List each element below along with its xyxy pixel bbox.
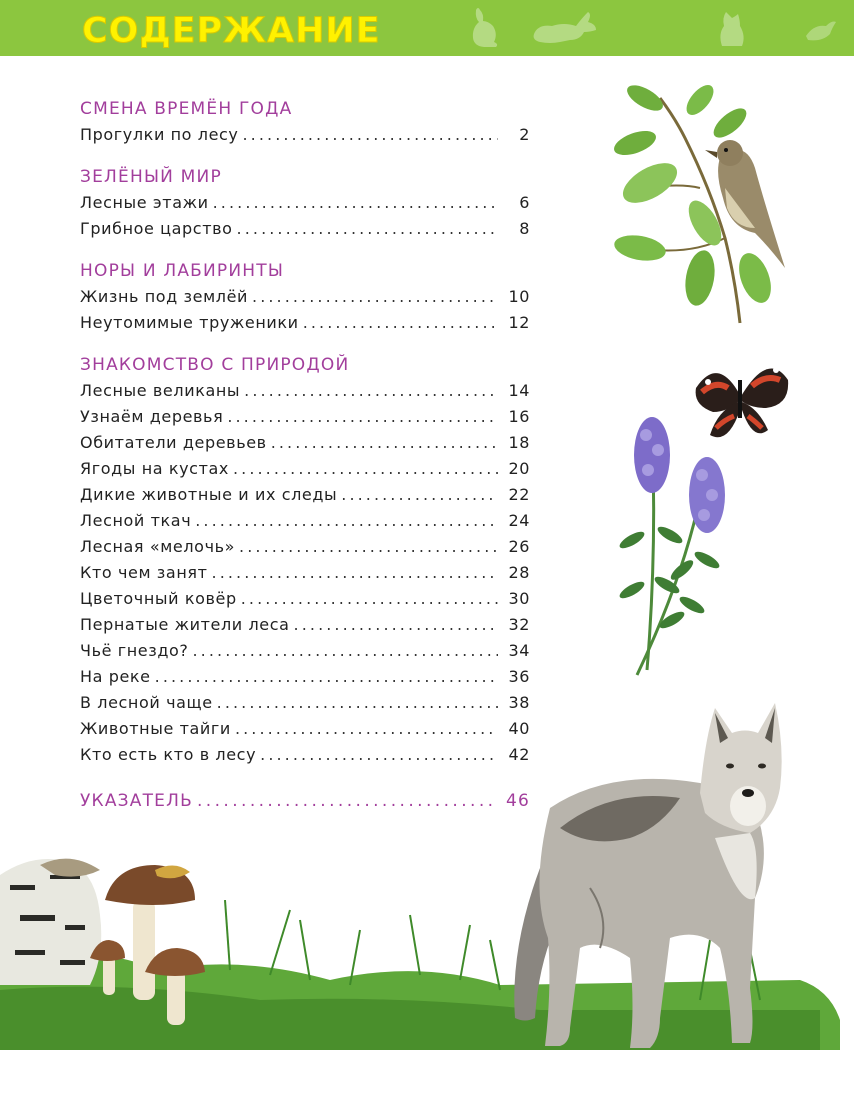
page-title: СОДЕРЖАНИЕ [82,11,381,51]
entry-title: На реке [80,667,151,686]
hare-silhouette-icon [466,6,506,50]
mushrooms-illustration [85,860,235,1030]
entry-page: 28 [508,563,530,582]
toc-entry[interactable] [80,216,530,242]
section-title: ЗНАКОМСТВО С ПРИРОДОЙ [80,355,350,375]
toc-entry[interactable] [80,456,530,482]
toc-entry[interactable] [80,430,530,456]
toc-entry[interactable] [80,284,530,310]
toc-entry[interactable] [80,404,530,430]
entry-page: 24 [508,511,530,530]
entry-page: 40 [508,719,530,738]
toc-entry[interactable] [80,690,530,716]
entry-title: Жизнь под землёй [80,287,249,306]
entry-page: 22 [508,485,530,504]
toc-entry[interactable] [80,378,530,404]
entry-page: 20 [508,459,530,478]
bird-silhouette-icon [800,6,840,50]
entry-title: Неутомимые труженики [80,313,299,332]
entry-page: 12 [508,313,530,332]
entry-title: Кто чем занят [80,563,208,582]
section-title: СМЕНА ВРЕМЁН ГОДА [80,99,293,119]
header-bar [0,0,854,56]
entry-page: 36 [508,667,530,686]
entry-title: Чьё гнездо? [80,641,189,660]
entry-title: Ягоды на кустах [80,459,229,478]
toc-entry[interactable] [80,716,530,742]
index-page: 46 [505,791,530,811]
entry-title: Пернатые жители леса [80,615,290,634]
entry-page: 14 [508,381,530,400]
entry-page: 10 [508,287,530,306]
entry-page: 32 [508,615,530,634]
toc-entry[interactable] [80,664,530,690]
toc-entry[interactable] [80,638,530,664]
entry-page: 8 [519,219,530,238]
entry-page: 42 [508,745,530,764]
entry-title: Лесные великаны [80,381,241,400]
lilac-flowers-illustration [612,410,742,682]
entry-title: Лесные этажи [80,193,209,212]
entry-title: Узнаём деревья [80,407,224,426]
entry-title: Прогулки по лесу [80,125,239,144]
entry-title: Лесной ткач [80,511,192,530]
toc-entry[interactable] [80,122,530,148]
toc-entry[interactable] [80,560,530,586]
entry-title: Животные тайги [80,719,231,738]
toc-entry[interactable] [80,586,530,612]
entry-title: В лесной чаще [80,693,213,712]
entry-page: 26 [508,537,530,556]
entry-title: Цветочный ковёр [80,589,237,608]
toc-entry[interactable] [80,482,530,508]
entry-page: 30 [508,589,530,608]
toc-entry[interactable] [80,742,530,768]
entry-page: 6 [519,193,530,212]
section-title: НОРЫ И ЛАБИРИНТЫ [80,261,285,281]
toc-entry[interactable] [80,190,530,216]
bird-on-branch-illustration [605,78,795,328]
entry-page: 18 [508,433,530,452]
entry-title: Лесная «мелочь» [80,537,236,556]
toc-entry[interactable] [80,534,530,560]
entry-page: 2 [519,125,530,144]
toc-index-entry[interactable] [80,788,530,814]
toc-entry[interactable] [80,508,530,534]
running-hare-silhouette-icon [530,6,600,50]
wolf-illustration [500,688,820,1058]
entry-title: Дикие животные и их следы [80,485,338,504]
toc-entry[interactable] [80,612,530,638]
entry-title: Кто есть кто в лесу [80,745,257,764]
section-title: ЗЕЛЁНЫЙ МИР [80,167,222,187]
table-of-contents [80,96,530,814]
entry-page: 34 [508,641,530,660]
entry-title: Грибное царство [80,219,233,238]
entry-page: 38 [508,693,530,712]
index-title: УКАЗАТЕЛЬ [80,791,193,811]
toc-entry[interactable] [80,310,530,336]
entry-page: 16 [508,407,530,426]
entry-title: Обитатели деревьев [80,433,267,452]
cat-silhouette-icon [712,6,752,50]
